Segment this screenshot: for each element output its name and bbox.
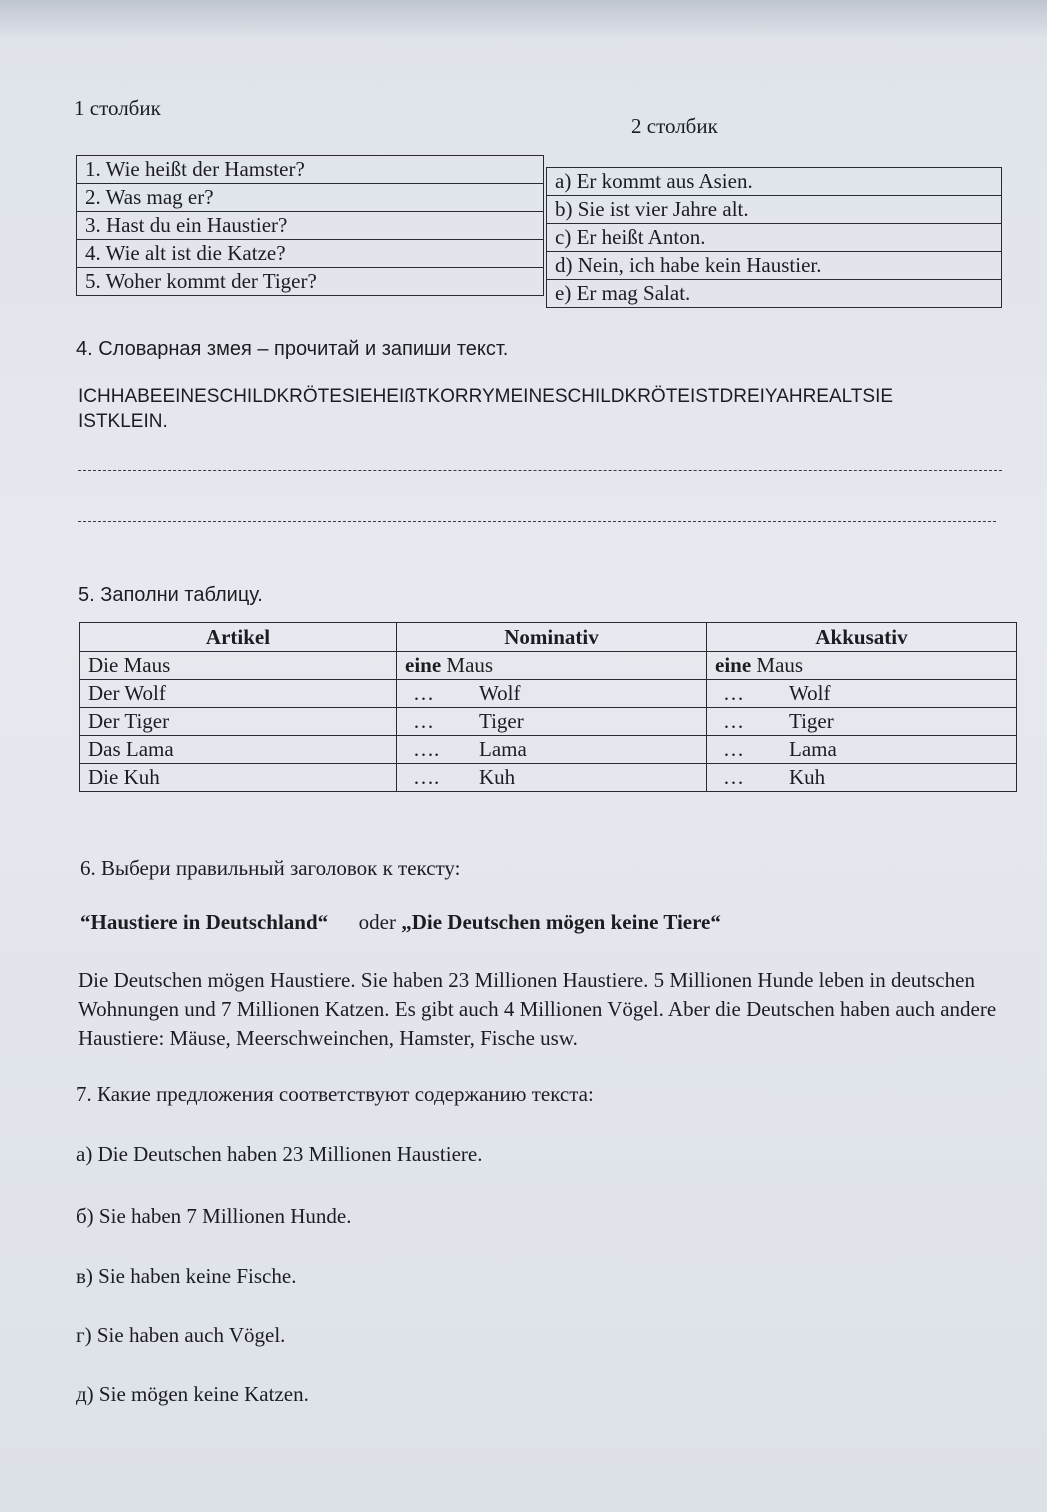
answer-line-1[interactable] [78, 470, 1002, 471]
answer-cell: a) Er kommt aus Asien. [547, 168, 1002, 196]
akkusativ-blank: … [723, 765, 744, 789]
word-snake-line-2: ISTKLEIN. [78, 411, 168, 432]
akkusativ-prefix: eine [715, 653, 752, 677]
option-v[interactable]: в) Sie haben keine Fische. [76, 1264, 297, 1288]
option-a[interactable]: а) Die Deutschen haben 23 Millionen Haustiere. [76, 1142, 483, 1166]
artikel-cell: Das Lama [80, 736, 397, 764]
akkusativ-cell[interactable] [707, 764, 1017, 792]
nominativ-noun: Maus [446, 653, 494, 677]
table-row [80, 764, 1017, 792]
answers-table [546, 167, 1002, 308]
akkusativ-cell[interactable] [707, 708, 1017, 736]
page-shadow [0, 0, 1047, 40]
task5-heading: 5. Заполни таблицу. [78, 584, 263, 606]
nominativ-blank: …. [413, 737, 440, 761]
option-g[interactable]: г) Sie haben auch Vögel. [76, 1323, 286, 1347]
akkusativ-noun: Kuh [789, 765, 826, 789]
reading-text: Die Deutschen mögen Haustiere. Sie haben 23 Millionen Haustiere. 5 Millionen Hunde leben in deutschen Wohnungen und 7 Millionen Katzen. Es gibt auch 4 Millionen Vögel. Aber die Deutschen haben auch andere Haustiere: Mäuse, Meerschweinchen, Hamster, Fische usw. [78, 968, 997, 1050]
word-snake-line-1: ICHHABEEINESCHILDKRÖTESIEHEIßTKORRYMEINESCHILDKRÖTEISTDREIYAHREALTSIE [78, 386, 894, 407]
table-row [80, 680, 1017, 708]
word-snake-text [78, 384, 1018, 434]
title-option-b[interactable]: „Die Deutschen mögen keine Tiere“ [401, 910, 721, 934]
header-artikel: Artikel [80, 623, 397, 652]
akkusativ-blank: … [723, 737, 744, 761]
table-row [80, 736, 1017, 764]
akkusativ-blank: … [723, 681, 744, 705]
nominativ-noun: Wolf [479, 681, 521, 705]
nominativ-cell[interactable] [397, 736, 707, 764]
artikel-cell: Die Kuh [80, 764, 397, 792]
table-row [80, 708, 1017, 736]
question-cell: 2. Was mag er? [77, 184, 544, 212]
nominativ-cell[interactable] [397, 652, 707, 680]
task7-heading: 7. Какие предложения соответствуют содержанию текста: [76, 1082, 594, 1106]
akkusativ-cell[interactable] [707, 736, 1017, 764]
nominativ-blank: … [413, 709, 434, 733]
akkusativ-noun: Lama [789, 737, 837, 761]
artikel-cell: Die Maus [80, 652, 397, 680]
title-option-a[interactable]: “Haustiere in Deutschland“ [80, 910, 329, 934]
answer-cell: b) Sie ist vier Jahre alt. [547, 196, 1002, 224]
header-akkusativ: Akkusativ [707, 623, 1017, 652]
question-cell: 4. Wie alt ist die Katze? [77, 240, 544, 268]
akkusativ-blank: … [723, 709, 744, 733]
oder-label: oder [358, 910, 396, 934]
nominativ-noun: Lama [479, 737, 527, 761]
artikel-cell: Der Tiger [80, 708, 397, 736]
answer-line-2[interactable] [78, 521, 996, 522]
title-choices [80, 910, 721, 935]
answer-cell: c) Er heißt Anton. [547, 224, 1002, 252]
akkusativ-noun: Wolf [789, 681, 831, 705]
task6-heading: 6. Выбери правильный заголовок к тексту: [80, 856, 461, 880]
akkusativ-noun: Tiger [789, 709, 834, 733]
question-cell: 1. Wie heißt der Hamster? [77, 156, 544, 184]
answer-cell: d) Nein, ich habe kein Haustier. [547, 252, 1002, 280]
question-cell: 5. Woher kommt der Tiger? [77, 268, 544, 296]
artikel-cell: Der Wolf [80, 680, 397, 708]
header-nominativ: Nominativ [397, 623, 707, 652]
akkusativ-cell[interactable] [707, 680, 1017, 708]
nominativ-noun: Kuh [479, 765, 516, 789]
task4-heading: 4. Словарная змея – прочитай и запиши текст. [76, 338, 509, 360]
nominativ-cell[interactable] [397, 680, 707, 708]
question-cell: 3. Hast du ein Haustier? [77, 212, 544, 240]
nominativ-cell[interactable] [397, 764, 707, 792]
column-1-label: 1 столбик [74, 96, 161, 120]
nominativ-blank: … [413, 681, 434, 705]
option-b[interactable]: б) Sie haben 7 Millionen Hunde. [76, 1204, 352, 1228]
nominativ-cell[interactable] [397, 708, 707, 736]
questions-table [76, 155, 544, 296]
nominativ-blank: …. [413, 765, 440, 789]
grammar-table [79, 622, 1017, 792]
nominativ-noun: Tiger [479, 709, 524, 733]
column-2-label: 2 столбик [631, 114, 718, 138]
nominativ-prefix: eine [405, 653, 442, 677]
table-row [80, 652, 1017, 680]
answer-cell: e) Er mag Salat. [547, 280, 1002, 308]
akkusativ-cell[interactable] [707, 652, 1017, 680]
option-d[interactable]: д) Sie mögen keine Katzen. [76, 1382, 309, 1406]
akkusativ-noun: Maus [756, 653, 804, 677]
